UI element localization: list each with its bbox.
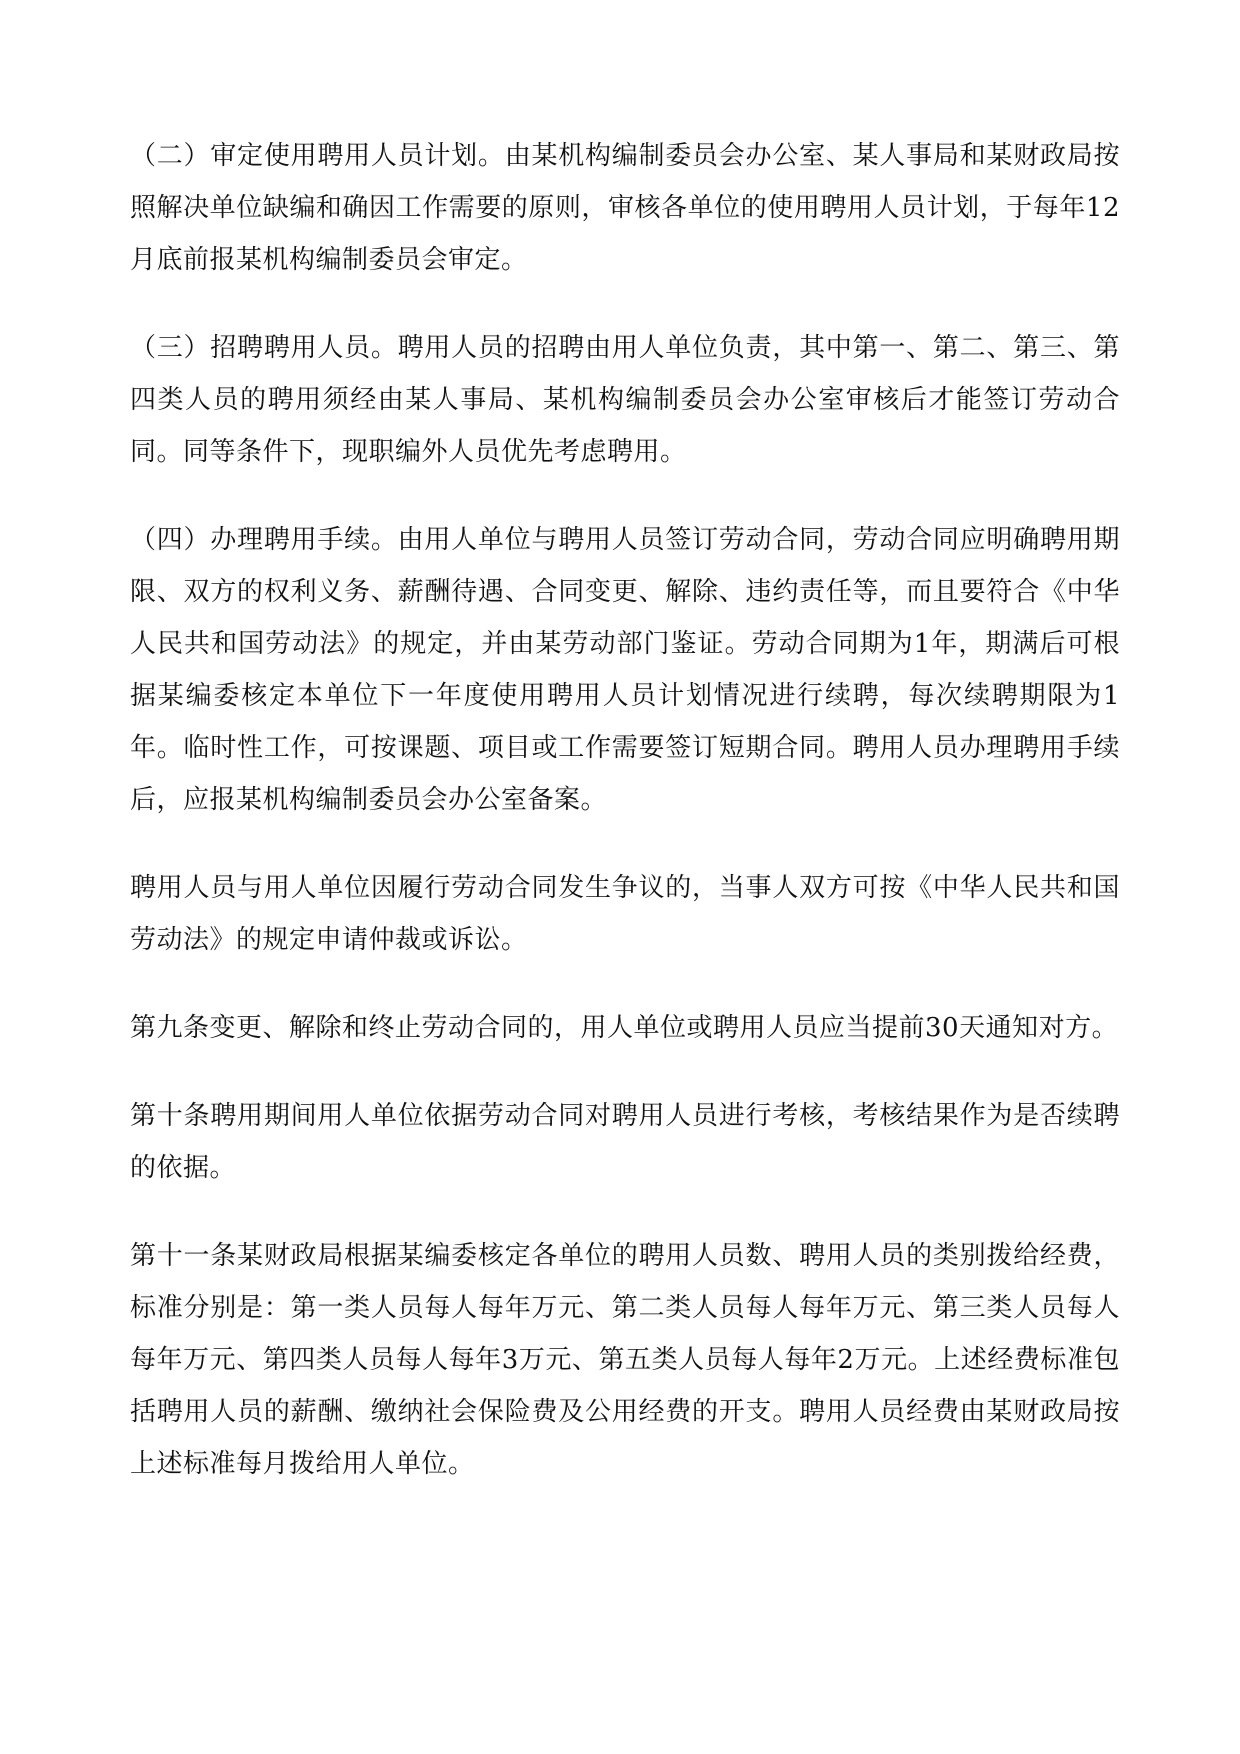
paragraph-2-plan-review: （二）审定使用聘用人员计划。由某机构编制委员会办公室、某人事局和某财政局按照解决单位缺编和确因工作需要的原则，审核各单位的使用聘用人员计划，于每年12月底前报某机构编制委员会审定。: [130, 141, 1120, 275]
article-9: 第九条变更、解除和终止劳动合同的，用人单位或聘用人员应当提前30天通知对方。: [130, 1013, 1119, 1043]
paragraph-dispute-resolution: 聘用人员与用人单位因履行劳动合同发生争议的，当事人双方可按《中华人民共和国劳动法》的规定申请仲裁或诉讼。: [130, 873, 1120, 955]
article-11: 第十一条某财政局根据某编委核定各单位的聘用人员数、聘用人员的类别拨给经费，标准分别是：第一类人员每人每年万元、第二类人员每人每年万元、第三类人员每人每年万元、第四类人员每人每年3万元、第五类人员每人每年2万元。上述经费标准包括聘用人员的薪酬、缴纳社会保险费及公用经费的开支。聘用人员经费由某财政局按上述标准每月拨给用人单位。: [130, 1241, 1120, 1479]
paragraph-3-recruitment: （三）招聘聘用人员。聘用人员的招聘由用人单位负责，其中第一、第二、第三、第四类人员的聘用须经由某人事局、某机构编制委员会办公室审核后才能签订劳动合同。同等条件下，现职编外人员优先考虑聘用。: [130, 333, 1120, 467]
article-10: 第十条聘用期间用人单位依据劳动合同对聘用人员进行考核，考核结果作为是否续聘的依据。: [130, 1101, 1120, 1183]
paragraph-4-hiring-procedures: （四）办理聘用手续。由用人单位与聘用人员签订劳动合同，劳动合同应明确聘用期限、双方的权利义务、薪酬待遇、合同变更、解除、违约责任等，而且要符合《中华人民共和国劳动法》的规定，并由某劳动部门鉴证。劳动合同期为1年，期满后可根据某编委核定本单位下一年度使用聘用人员计划情况进行续聘，每次续聘期限为1年。临时性工作，可按课题、项目或工作需要签订短期合同。聘用人员办理聘用手续后，应报某机构编制委员会办公室备案。: [130, 525, 1120, 815]
